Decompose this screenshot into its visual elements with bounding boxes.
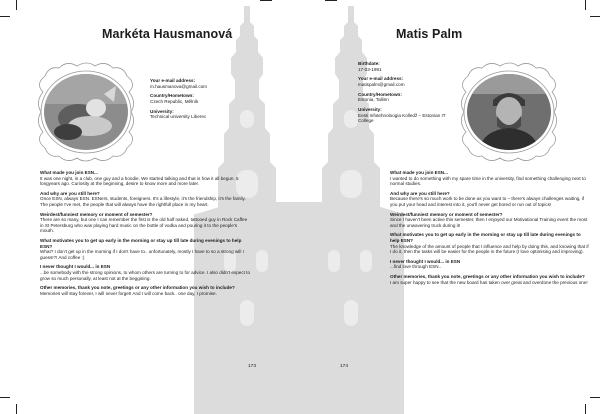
question: Other memories, thank you note, greetings or any other information you wish to include? <box>40 285 235 291</box>
info-value: Estonia, Tallinn <box>358 97 389 103</box>
right-page <box>300 0 600 414</box>
info-value: 17-03-1991 <box>358 66 382 72</box>
info-value: Technical university Liberec <box>150 114 207 120</box>
info-item <box>358 107 450 124</box>
info-item <box>358 76 450 87</box>
contact-info <box>358 61 450 128</box>
question: What made you join ESN... <box>390 170 448 175</box>
man-photo-icon <box>467 74 551 150</box>
answer: I am super happy to see that the new board has taken over great and overdone the previous one! <box>390 279 588 285</box>
question: What motivates you to get up early in the morning or stay up till late during evenings to help ESN? <box>40 237 242 249</box>
info-label: Country/Hometown: <box>358 91 402 97</box>
interview-answers <box>390 170 590 289</box>
info-item <box>358 61 450 72</box>
info-value: Eesti Infotehnoloogia Kolledž – Estonian IT College <box>358 112 446 124</box>
answer: What? I don't get up in the morning if I don't have to.. unfortunately, mostly I have to so a strong will I guess!?! And coffee :) <box>40 249 244 260</box>
portrait-frame <box>454 62 564 162</box>
question: I never thought I would... in ESN <box>390 258 461 264</box>
portrait-photo <box>467 74 551 150</box>
question: What motivates you to get up early in the morning or stay up till late during evenings to help ESN? <box>390 232 581 243</box>
info-label: Your e-mail address: <box>358 76 404 82</box>
info-item <box>150 109 290 120</box>
answer: Because there's so much work to be done as you want to – there's always challenges waiting, if you put your head and interest into it, you'll never get bored or run out of topics! <box>390 196 585 207</box>
info-label: Birthdate: <box>358 61 380 66</box>
portrait-frame <box>31 62 141 162</box>
question: And why are you still here? <box>40 190 100 196</box>
info-value: m.hausmanova@gmail.com <box>150 83 208 89</box>
answer: ...find love through ESN.. <box>390 264 442 270</box>
answer: It was one night, in a club, one guy and a hoodie. We started talking and that is how it all begun. 5 longyears ago. Curiosity at the beginning, desire to know more and more later. <box>40 175 239 187</box>
portrait-photo <box>44 74 128 150</box>
info-label: Country/Hometown: <box>150 93 194 99</box>
question: And why are you still here? <box>390 190 450 196</box>
person-name: Markéta Hausmanová <box>102 27 233 41</box>
answer: Memories will stay forever, I will never forget! And I will come back.. one day, I promise. <box>40 290 217 296</box>
question: What made you join ESN... <box>40 170 98 175</box>
cat-photo-icon <box>44 74 128 150</box>
info-item <box>150 78 290 89</box>
info-label: University: <box>358 107 382 113</box>
question: Weirdest/funniest memory or moment of semester? <box>390 211 503 217</box>
page-number: 174 <box>340 364 349 369</box>
info-value: matispalm@gmail.com <box>358 81 405 87</box>
question: Other memories, thank you note, greetings or any other information you wish to include? <box>390 273 585 279</box>
info-item <box>358 92 450 103</box>
contact-info <box>150 78 290 124</box>
answer: Since I haven't been active this semester, then I enjoyed our Motivational Training event the most and the unwavering truck during it! <box>390 217 588 228</box>
person-name: Matis Palm <box>396 27 463 41</box>
page-number: 173 <box>248 364 257 369</box>
answer: I wanted to do something with my spare time in the university, find something challenging next to normal studies. <box>390 175 586 187</box>
info-label: University: <box>150 108 174 114</box>
info-item <box>150 93 290 104</box>
question: I never thought I would... in ESN <box>40 264 111 270</box>
answer: ...be somebody with the strong opinions, to whom others are turning to for advice. I also didn't expect to grow so much personally, at least not at the beggining. <box>40 269 251 281</box>
question: Weirdest/funniest memory or moment of semester? <box>40 211 153 217</box>
info-label: Your e-mail address: <box>150 78 196 83</box>
info-value: Czech Republic, Mělník <box>150 98 199 104</box>
answer: There are so many, but one I can remember the first is the old half naked, tattooed guy in Rock Caffee in St Petersburg who was playing hard music on the bottle of vodka and pouring it to the people's mouth. <box>40 217 248 234</box>
answer: The knowledge of the amount of people that I influence and help by doing this, and knowing that if I do it, then the tasks will be easier for the people in the future (I love optimising and improving). <box>390 243 589 255</box>
interview-answers <box>40 170 252 300</box>
answer: Once ESN, always ESN. ESNers, students, foreigners. It's a lifestyle, it's the friendship, it's the family. The people I've met, the people that will always have the rightfull place in my heart. <box>40 196 246 207</box>
